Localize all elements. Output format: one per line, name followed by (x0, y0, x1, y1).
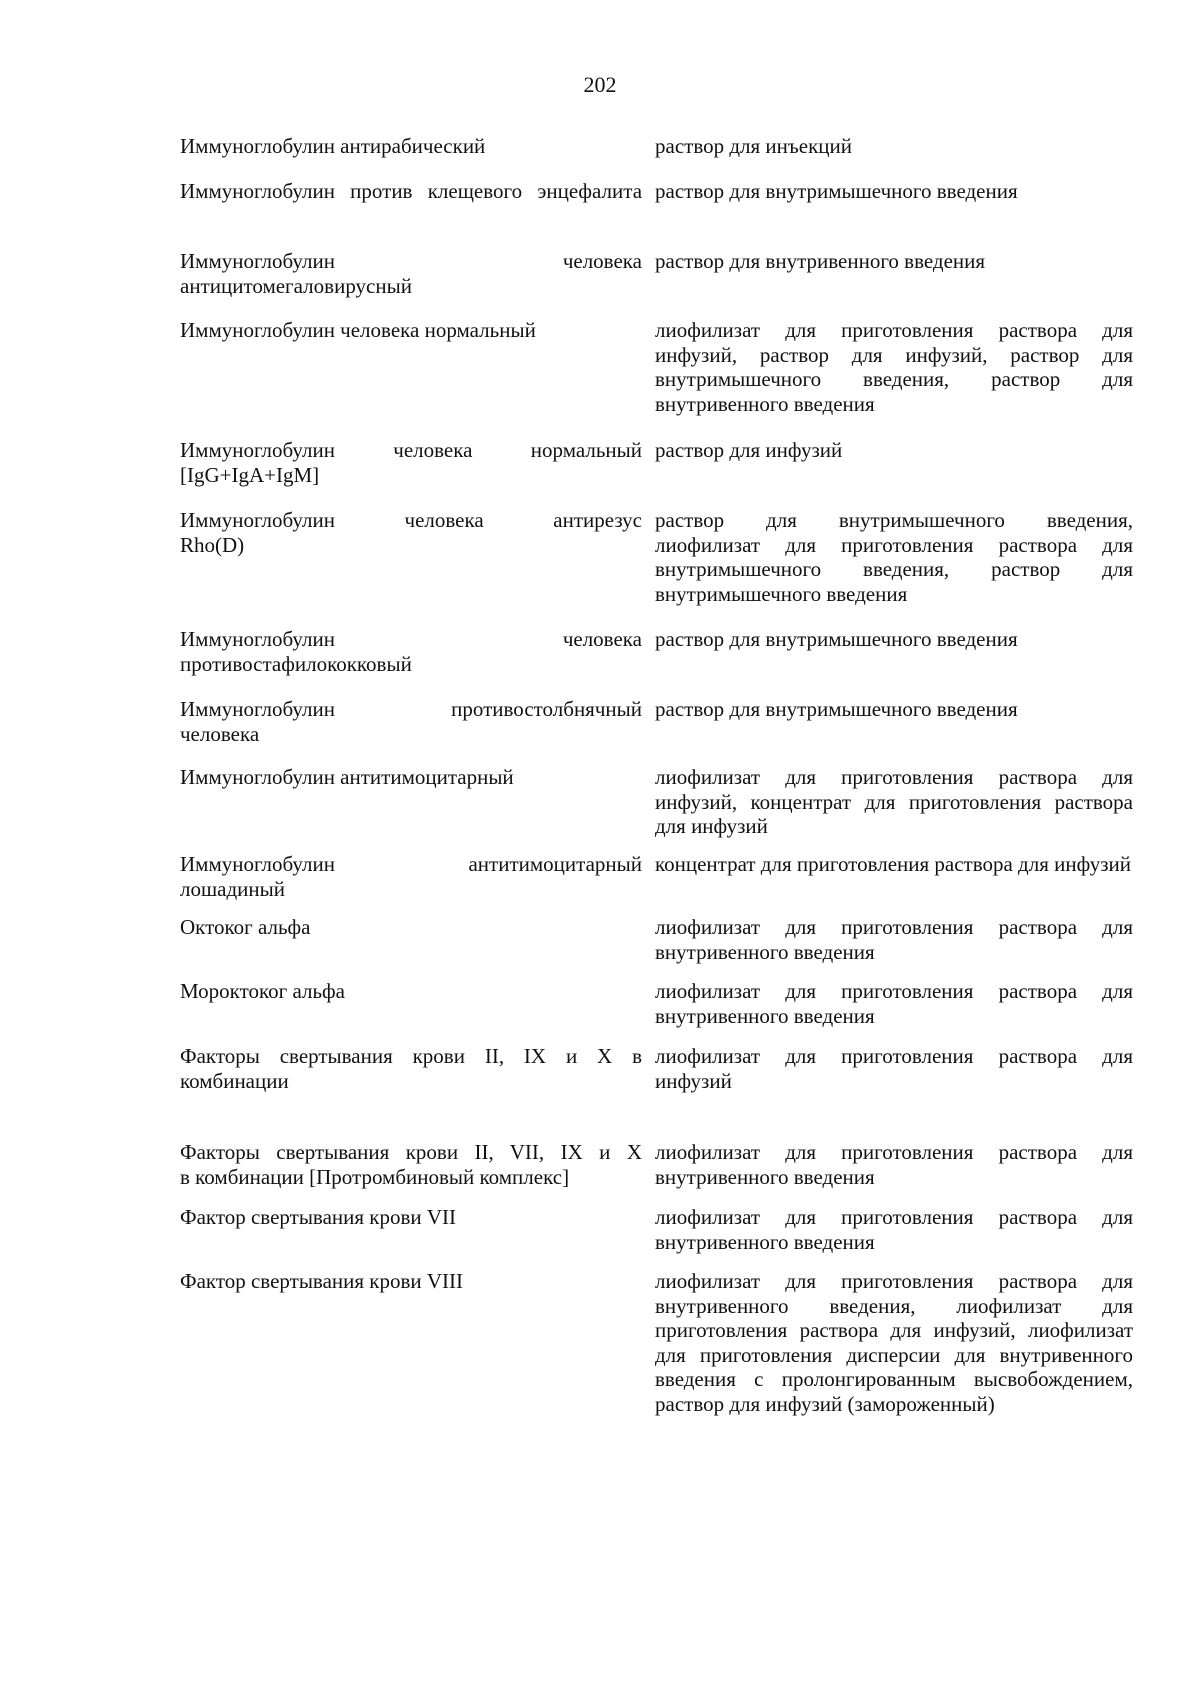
page-number: 202 (583, 72, 617, 97)
dosage-form: концентрат для приготовления раствора для инфузий (655, 852, 1131, 876)
dosage-form: лиофилизат для приготовления раствора для инфузий, раствор для инфузий, раствор для внутримышечного введения, раствор для внутривенного введения (655, 318, 1133, 416)
drug-name: Иммуноглобулин антитимоцитарный (180, 765, 514, 789)
drug-name: Иммуноглобулин человека противостафилококковый (180, 627, 642, 676)
drug-name: Факторы свертывания крови II, VII, IX и X в комбинации [Протромбиновый комплекс] (180, 1140, 642, 1189)
dosage-form: раствор для внутривенного введения (655, 249, 986, 273)
dosage-form: раствор для инъекций (655, 134, 852, 158)
drug-name: Иммуноглобулин антитимоцитарный лошадиный (180, 852, 642, 901)
dosage-form: лиофилизат для приготовления раствора для внутривенного введения, лиофилизат для приготовления раствора для инфузий, лиофилизат для приготовления дисперсии для внутривенного введения с пролонгированным высвобождением, раствор для инфузий (замороженный) (655, 1269, 1134, 1416)
dosage-form: раствор для внутримышечного введения (655, 697, 1018, 721)
dosage-form: раствор для внутримышечного введения (655, 627, 1018, 651)
drug-name: Мороктоког альфа (180, 979, 345, 1003)
drug-name: Иммуноглобулин человека нормальный [IgG+IgA+IgM] (180, 438, 642, 487)
dosage-form: лиофилизат для приготовления раствора для инфузий (655, 1044, 1133, 1093)
dosage-form: лиофилизат для приготовления раствора для внутривенного введения (655, 915, 1133, 964)
dosage-form: раствор для внутримышечного введения, лиофилизат для приготовления раствора для внутримышечного введения, раствор для внутримышечного введения (655, 508, 1133, 606)
drug-name: Иммуноглобулин человека антирезус Rho(D) (180, 508, 642, 557)
dosage-form: раствор для внутримышечного введения (655, 179, 1018, 203)
dosage-form: лиофилизат для приготовления раствора для инфузий, концентрат для приготовления раствора для инфузий (655, 765, 1134, 838)
drug-name: Факторы свертывания крови II, IX и X в комбинации (180, 1044, 642, 1093)
drug-name: Фактор свертывания крови VIII (180, 1269, 464, 1293)
dosage-form: лиофилизат для приготовления раствора для внутривенного введения (655, 979, 1133, 1028)
drug-name: Фактор свертывания крови VII (180, 1205, 457, 1229)
drug-name: Иммуноглобулин антирабический (180, 134, 486, 158)
dosage-form: раствор для инфузий (655, 438, 843, 462)
drug-name: Иммуноглобулин человека антицитомегаловирусный (180, 249, 642, 298)
drug-name: Иммуноглобулин человека нормальный (180, 318, 536, 342)
drug-name: Иммуноглобулин против клещевого энцефалита (180, 179, 643, 203)
drug-name: Иммуноглобулин противостолбнячный человека (180, 697, 642, 746)
dosage-form: лиофилизат для приготовления раствора для внутривенного введения (655, 1205, 1133, 1254)
drug-name: Октоког альфа (180, 915, 311, 939)
dosage-form: лиофилизат для приготовления раствора для внутривенного введения (655, 1140, 1133, 1189)
